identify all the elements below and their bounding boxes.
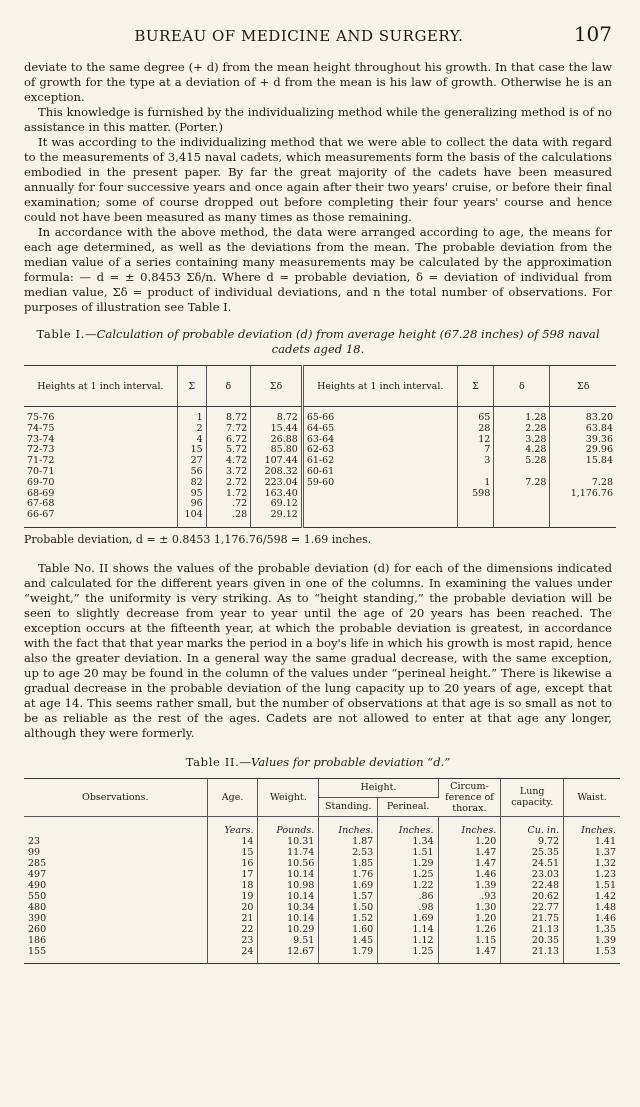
t1-cell-empty [550,510,616,521]
t2-cell-age: 19 [207,891,258,902]
t1-header-sumdelta-right: Σδ [550,366,616,407]
t1-cell-product: 8.72 [251,413,303,424]
t2-cell-age: 21 [207,913,258,924]
t1-cell-delta: 4.28 [494,445,550,456]
t2-cell-lung: 22.77 [501,902,564,913]
table-row [24,924,620,935]
t2-cell-weight: 10.29 [258,924,319,935]
table-row [24,424,616,435]
t2-cell-weight: 9.51 [258,935,319,946]
table-2-label: Table II. [185,754,240,769]
t2-cell-waist: 1.32 [594,857,616,869]
t1-spacer [302,521,457,528]
t2-cell-lung: 23.03 [501,869,564,880]
table-2-caption [24,755,612,770]
t1-cell-count: 1 [457,478,494,489]
t1-cell-interval: 61-62 [302,456,457,467]
t2-cell-waist: 1.46 [594,912,616,924]
t1-cell-delta: 4.72 [206,456,251,467]
t1-cell-delta: 3.28 [494,435,550,446]
t2-cell-lung: 24.51 [501,858,564,869]
t1-cell-delta: 8.72 [206,413,251,424]
t1-cell-count: 27 [177,456,206,467]
t2-spacer [438,957,501,964]
t1-cell-count: 7 [457,445,494,456]
t2-cell-waist: 1.48 [594,901,616,913]
t2-cell-perineal: 1.34 [378,836,438,847]
t2-cell-thorax: 1.20 [438,836,501,847]
t1-cell-interval: 75-76 [24,413,177,424]
t1-cell-empty [302,489,457,500]
t2-cell-observations: 186 [24,935,207,946]
t1-cell-empty [494,499,550,510]
t1-cell-product: 107.44 [251,456,303,467]
t1-cell-count: 15 [177,445,206,456]
t1-cell-product: 29.12 [251,510,303,521]
t1-cell-product: 7.28 [591,476,613,488]
t1-cell-empty [457,499,494,510]
t2-cell-standing: 2.53 [319,847,378,858]
t2-cell-weight: 10.14 [258,869,319,880]
t1-cell-product: 26.88 [251,435,303,446]
table-row [24,880,620,891]
paragraph-2: This knowledge is furnished by the individualizing method while the generalizing method is of no assistance in this matter. (Porter.) [24,105,612,134]
t2-unit-label: Years. [207,816,258,836]
t1-cell-delta: 2.72 [206,478,251,489]
t2-spacer [564,957,620,964]
table-row [24,869,620,880]
table-row [24,902,620,913]
t2-cell-thorax: .93 [438,891,501,902]
t1-cell-delta: .72 [206,499,251,510]
table-row [24,847,620,858]
t2-header-circumference: Circum-ference of thorax. [438,778,501,816]
t2-spacer [24,957,207,964]
t2-cell-waist: 1.35 [594,923,616,935]
t1-cell-empty [550,499,616,510]
table-row [24,913,620,924]
t2-header-weight: Weight. [258,778,319,816]
t1-cell-total-sum: 1,176.76 [570,487,613,499]
t2-cell-weight: 10.34 [258,902,319,913]
t2-cell-waist: 1.42 [594,890,616,902]
table-1-title: —Calculation of probable deviation (d) from average height (67.28 inches) of 598 naval cadets aged 18. [84,327,600,356]
t1-cell-count: 1 [177,413,206,424]
t2-cell-age: 16 [207,858,258,869]
t2-cell-perineal: 1.29 [378,858,438,869]
table-row [24,891,620,902]
units-row [24,816,620,836]
t2-cell-standing: 1.76 [319,869,378,880]
t1-cell-delta: 6.72 [206,435,251,446]
t2-cell-lung: 9.72 [501,836,564,847]
t2-cell-waist: 1.41 [594,835,616,847]
t1-header-sigma-left: Σ [177,366,206,407]
t1-spacer [494,521,550,528]
t2-cell-empty [24,816,207,836]
t2-cell-standing: 1.50 [319,902,378,913]
t2-cell-lung: 21.75 [501,913,564,924]
t1-spacer [206,521,251,528]
t1-cell-product: 63.84 [585,422,613,434]
t2-cell-standing: 1.79 [319,946,378,957]
t1-cell-delta: 1.28 [494,413,550,424]
t1-header-sigma-right: Σ [457,366,494,407]
t1-cell-delta: 5.72 [206,445,251,456]
t1-cell-interval: 66-67 [24,510,177,521]
t2-cell-thorax: 1.47 [438,858,501,869]
table-row [24,946,620,957]
t2-cell-thorax: 1.20 [438,913,501,924]
table-row [24,510,616,521]
t2-unit-label: Inches. [378,816,438,836]
t2-cell-standing: 1.85 [319,858,378,869]
t2-cell-observations: 99 [24,847,207,858]
table-2-body [24,816,620,963]
t1-cell-interval: 70-71 [24,467,177,478]
t2-cell-thorax: 1.26 [438,924,501,935]
page-number: 107 [573,22,612,46]
paragraph-4 [24,225,612,315]
t2-cell-observations: 490 [24,880,207,891]
t2-header-waist: Waist. [564,778,620,816]
t2-unit-label: Cu. in. [501,816,564,836]
t2-cell-weight: 11.74 [258,847,319,858]
t2-unit-label: Inches. [319,816,378,836]
t1-cell-interval: 64-65 [302,424,457,435]
t1-cell-delta: 5.28 [494,456,550,467]
t1-cell-empty [494,510,550,521]
formula: d = ± 0.8453 Σδ/n [96,270,213,284]
t2-cell-lung: 20.35 [501,935,564,946]
t2-cell-standing: 1.60 [319,924,378,935]
t2-cell-thorax: 1.47 [438,946,501,957]
paragraph-1: deviate to the same degree (+ d) from the mean height throughout his growth. In that case the law of growth for the type at a deviation of + d from the mean is his law of growth. Otherwise he is an exception. [24,60,612,104]
t1-cell-count: 65 [457,413,494,424]
t1-cell-count: 3 [457,456,494,467]
t2-cell-observations: 390 [24,913,207,924]
t1-cell-delta: 7.72 [206,424,251,435]
t1-cell-product: 83.20 [585,412,613,423]
t2-cell-age: 15 [207,847,258,858]
t2-header-perineal: Perineal. [378,797,438,816]
table-1 [24,365,616,528]
table-row [24,499,616,510]
running-title: BUREAU OF MEDICINE AND SURGERY. [134,27,464,45]
t2-cell-observations: 550 [24,891,207,902]
t2-cell-age: 17 [207,869,258,880]
t2-cell-thorax: 1.15 [438,935,501,946]
t2-cell-standing: 1.52 [319,913,378,924]
t2-cell-weight: 10.31 [258,836,319,847]
t1-cell-product: 15.84 [585,455,613,467]
table-1-caption [24,327,612,357]
t1-cell-count: 104 [177,510,206,521]
t1-cell-count: 12 [457,435,494,446]
t1-spacer [177,521,206,528]
t1-cell-count: 4 [177,435,206,446]
t1-cell-delta: 3.72 [206,467,251,478]
t2-cell-weight: 10.14 [258,891,319,902]
paragraph-4-text-b: . Where d = probable deviation, δ = deviation of individual from median value, Σδ = product of individual deviations, and n the total number of observations. For purposes of illustration see Table I. [24,270,612,314]
table-1-note: Probable deviation, d = ± 0.8453 1,176.76/598 = 1.69 inches. [24,532,372,546]
t1-cell-delta: 2.28 [494,424,550,435]
t2-header-age: Age. [207,778,258,816]
t1-cell-interval: 68-69 [24,489,177,500]
t1-cell-interval: 71-72 [24,456,177,467]
t1-cell-product: 29.96 [585,444,613,456]
t2-cell-perineal: 1.25 [378,946,438,957]
t2-cell-age: 20 [207,902,258,913]
t1-cell-empty [302,499,457,510]
t2-header-observations: Observations. [24,778,207,816]
t2-cell-observations: 23 [24,836,207,847]
table-1-body [24,407,616,528]
t2-cell-lung: 21.13 [501,924,564,935]
t2-cell-perineal: 1.51 [378,847,438,858]
t1-cell-empty [494,489,550,500]
t1-cell-count: 95 [177,489,206,500]
t1-cell-interval: 59-60 [302,478,457,489]
t1-spacer [457,521,494,528]
t2-cell-weight: 12.67 [258,946,319,957]
t2-cell-weight: 10.14 [258,913,319,924]
t1-cell-count: 28 [457,424,494,435]
t2-cell-lung: 20.62 [501,891,564,902]
t1-cell-delta: .28 [206,510,251,521]
t2-cell-lung: 21.13 [501,946,564,957]
t1-cell-interval: 63-64 [302,435,457,446]
t2-cell-thorax: 1.46 [438,869,501,880]
t2-unit-label: Pounds. [258,816,319,836]
t2-spacer [378,957,438,964]
t2-cell-perineal: .98 [378,902,438,913]
t1-cell-interval: 62-63 [302,445,457,456]
t1-cell-count: 2 [177,424,206,435]
t1-cell-empty [457,510,494,521]
t2-cell-perineal: 1.69 [378,913,438,924]
t1-cell-count: 82 [177,478,206,489]
table-1-label: Table I. [36,327,85,341]
t2-header-standing: Standing. [319,797,378,816]
t2-unit-label: Inches. [581,824,616,836]
t2-cell-perineal: 1.12 [378,935,438,946]
t2-cell-waist: 1.39 [594,934,616,946]
table-row [24,858,620,869]
t1-header-heights-right: Heights at 1 inch interval. [302,366,457,407]
t2-spacer [501,957,564,964]
t1-cell-count: 96 [177,499,206,510]
t2-cell-lung: 22.48 [501,880,564,891]
t2-cell-thorax: 1.30 [438,902,501,913]
t1-cell-delta: 1.72 [206,489,251,500]
t2-header-lung: Lung capacity. [501,778,564,816]
t2-cell-waist: 1.51 [594,879,616,891]
t2-unit-label: Inches. [438,816,501,836]
table-2-title: —Values for probable deviation “d.” [239,754,451,769]
t1-cell-interval: 72-73 [24,445,177,456]
table-row [24,935,620,946]
t1-cell-product: 208.32 [251,467,303,478]
t2-cell-standing: 1.87 [319,836,378,847]
t1-cell-product: 85.80 [251,445,303,456]
t2-cell-thorax: 1.47 [438,847,501,858]
t2-spacer [258,957,319,964]
paragraph-4-text-a: In accordance with the above method, the data were arranged according to age, the means for each age determined, as well as the deviations from the mean. The probable deviation from the median value of a series containing many measurements may be calculated by the approximation formula: — [24,225,612,284]
t1-cell-interval: 69-70 [24,478,177,489]
t2-header-height: Height. [319,778,438,797]
t1-cell-interval: 60-61 [302,467,457,478]
t1-spacer [24,521,177,528]
t1-cell-count: 56 [177,467,206,478]
t2-cell-age: 14 [207,836,258,847]
t2-cell-observations: 155 [24,946,207,957]
table-row [24,478,616,489]
t1-header-heights-left: Heights at 1 inch interval. [24,366,177,407]
t2-cell-weight: 10.56 [258,858,319,869]
t2-cell-perineal: 1.25 [378,869,438,880]
t1-header-sumdelta-left: Σδ [251,366,303,407]
t1-cell-interval: 65-66 [302,413,457,424]
t2-spacer [319,957,378,964]
t1-header-delta-left: δ [206,366,251,407]
t2-cell-waist: 1.23 [594,868,616,880]
t2-cell-perineal: 1.22 [378,880,438,891]
table-row [24,836,620,847]
t2-cell-age: 24 [207,946,258,957]
t2-cell-observations: 497 [24,869,207,880]
t1-cell-total-n: 598 [457,489,494,500]
t2-cell-age: 18 [207,880,258,891]
t2-cell-weight: 10.98 [258,880,319,891]
t1-cell-interval: 73-74 [24,435,177,446]
t1-cell-product: 39.36 [585,433,613,445]
t2-cell-waist: 1.37 [594,846,616,858]
t1-cell-product: 69.12 [251,499,303,510]
t1-spacer [550,521,616,528]
t2-spacer [207,957,258,964]
paragraph-5: Table No. II shows the values of the probable deviation (d) for each of the dimensions indicated and calculated for the different years given in one of the columns. In examining the values under “weight,” the uniformity is very striking. As to “height standing,” the probable deviation will be seen to slightly decrease from year to year until the age of 20 years has been reached. The exception occurs at the fifteenth year, at which the probable deviation is greatest, in accordance with the fact that that year marks the period in a boy's life in which his growth is most rapid, hence also the greater deviation. In a general way the same gradual decrease, with the same exception, up to age 20 may be found in the column of the values under “perineal height.” There is likewise a gradual decrease in the probable deviation of the lung capacity up to 20 years of age, except that at age 14. This seems rather small, but the number of observations at that age is so small as not to be as reliable as the rest of the ages. Cadets are not allowed to enter at that age any longer, although they were formerly. [24,560,612,740]
t2-cell-standing: 1.57 [319,891,378,902]
t1-cell-product: 163.40 [251,489,303,500]
t1-cell-interval: 74-75 [24,424,177,435]
t1-cell-empty [302,510,457,521]
table-2 [24,778,620,964]
t1-cell-delta: 7.28 [494,478,550,489]
t2-cell-standing: 1.45 [319,935,378,946]
t2-cell-observations: 285 [24,858,207,869]
t1-spacer [251,521,303,528]
t2-cell-observations: 480 [24,902,207,913]
t1-cell-product: 223.04 [251,478,303,489]
paragraph-3: It was according to the individualizing method that we were able to collect the data with regard to the measurements of 3,415 naval cadets, which measurements form the basis of the calculations embodied in the present paper. By far the great majority of the cadets have been measured annually for four successive years and once again after their two years' cruise, or before their final examination; some of course dropped out before completing their four years' course and hence could not have been measured as many times as those remaining. [24,135,612,224]
table-row [24,489,616,500]
t2-cell-waist: 1.53 [594,945,616,957]
t2-cell-perineal: 1.14 [378,924,438,935]
t2-cell-observations: 260 [24,924,207,935]
t2-cell-thorax: 1.39 [438,880,501,891]
t2-cell-age: 23 [207,935,258,946]
t1-cell-interval: 67-68 [24,499,177,510]
running-head [24,22,612,46]
t1-cell-product: 15.44 [251,424,303,435]
t2-cell-standing: 1.69 [319,880,378,891]
t2-cell-perineal: .86 [378,891,438,902]
t2-cell-lung: 25.35 [501,847,564,858]
t1-header-delta-right: δ [494,366,550,407]
t2-cell-age: 22 [207,924,258,935]
